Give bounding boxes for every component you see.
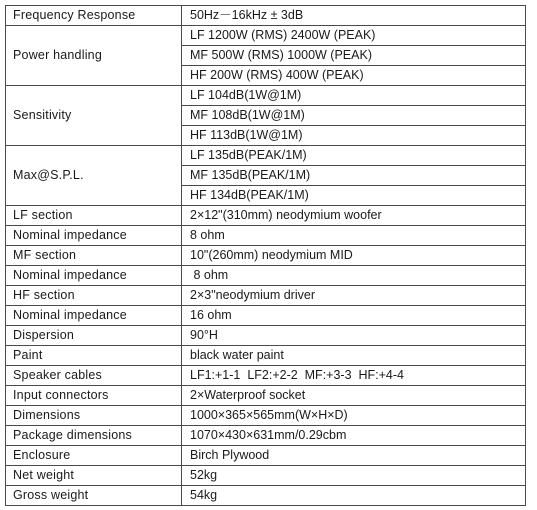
spec-value: HF 134dB(PEAK/1M) — [182, 186, 526, 206]
spec-label-paint: Paint — [6, 346, 182, 366]
spec-label-gross-weight: Gross weight — [6, 486, 182, 506]
spec-table-body — [6, 6, 526, 506]
spec-label-enclosure: Enclosure — [6, 446, 182, 466]
spec-label-dimensions: Dimensions — [6, 406, 182, 426]
spec-row — [6, 246, 526, 266]
spec-row — [6, 206, 526, 226]
spec-row — [6, 466, 526, 486]
spec-value: 1000×365×565mm(W×H×D) — [182, 406, 526, 426]
spec-value: 16 ohm — [182, 306, 526, 326]
spec-value: LF1:+1-1 LF2:+2-2 MF:+3-3 HF:+4-4 — [182, 366, 526, 386]
spec-table — [5, 5, 526, 506]
spec-label-power-handling: Power handling — [6, 26, 182, 86]
spec-label-sensitivity: Sensitivity — [6, 86, 182, 146]
spec-value: 2×Waterproof socket — [182, 386, 526, 406]
spec-value: 2×12"(310mm) neodymium woofer — [182, 206, 526, 226]
spec-row — [6, 6, 526, 26]
spec-label-package-dimensions: Package dimensions — [6, 426, 182, 446]
spec-label-net-weight: Net weight — [6, 466, 182, 486]
spec-label-mf-section: MF section — [6, 246, 182, 266]
spec-value: HF 113dB(1W@1M) — [182, 126, 526, 146]
spec-value: LF 104dB(1W@1M) — [182, 86, 526, 106]
spec-row — [6, 306, 526, 326]
spec-label-lf-section: LF section — [6, 206, 182, 226]
spec-row — [6, 486, 526, 506]
spec-value: MF 500W (RMS) 1000W (PEAK) — [182, 46, 526, 66]
spec-value: MF 108dB(1W@1M) — [182, 106, 526, 126]
spec-value: 54kg — [182, 486, 526, 506]
spec-value: 8 ohm — [182, 226, 526, 246]
spec-value: 1070×430×631mm/0.29cbm — [182, 426, 526, 446]
spec-label-max-s-p-l: Max@S.P.L. — [6, 146, 182, 206]
spec-label-speaker-cables: Speaker cables — [6, 366, 182, 386]
spec-row — [6, 386, 526, 406]
spec-value: HF 200W (RMS) 400W (PEAK) — [182, 66, 526, 86]
spec-value: 2×3"neodymium driver — [182, 286, 526, 306]
spec-row — [6, 26, 526, 46]
spec-row — [6, 426, 526, 446]
spec-row — [6, 326, 526, 346]
spec-row — [6, 406, 526, 426]
spec-label-hf-section: HF section — [6, 286, 182, 306]
spec-label-frequency-response: Frequency Response — [6, 6, 182, 26]
spec-row — [6, 346, 526, 366]
spec-value: LF 135dB(PEAK/1M) — [182, 146, 526, 166]
spec-label-nominal-impedance: Nominal impedance — [6, 306, 182, 326]
spec-value: black water paint — [182, 346, 526, 366]
spec-row — [6, 286, 526, 306]
spec-label-input-connectors: Input connectors — [6, 386, 182, 406]
spec-value: Birch Plywood — [182, 446, 526, 466]
spec-value: 52kg — [182, 466, 526, 486]
spec-value: 50Hz－16kHz ± 3dB — [182, 6, 526, 26]
spec-label-nominal-impedance: Nominal impedance — [6, 266, 182, 286]
spec-value: 8 ohm — [182, 266, 526, 286]
spec-value: LF 1200W (RMS) 2400W (PEAK) — [182, 26, 526, 46]
spec-value: MF 135dB(PEAK/1M) — [182, 166, 526, 186]
spec-row — [6, 266, 526, 286]
spec-row — [6, 446, 526, 466]
spec-value: 10"(260mm) neodymium MID — [182, 246, 526, 266]
spec-label-dispersion: Dispersion — [6, 326, 182, 346]
spec-row — [6, 226, 526, 246]
spec-row — [6, 146, 526, 166]
spec-value: 90°H — [182, 326, 526, 346]
spec-label-nominal-impedance: Nominal impedance — [6, 226, 182, 246]
spec-row — [6, 366, 526, 386]
spec-row — [6, 86, 526, 106]
